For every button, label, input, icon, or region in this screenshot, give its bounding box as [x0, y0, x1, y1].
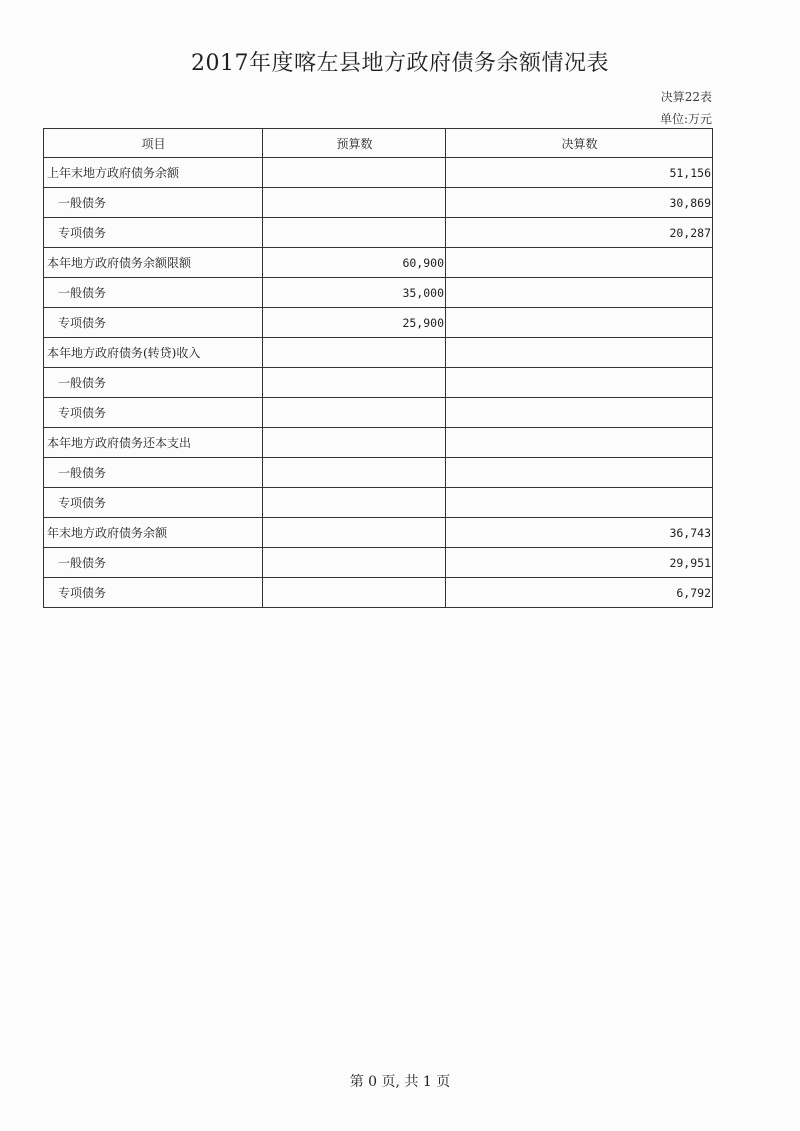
row-label: 本年地方政府债务(转贷)收入	[44, 338, 263, 368]
row-budget	[263, 338, 446, 368]
row-final	[446, 248, 713, 278]
table-row	[44, 428, 713, 458]
row-budget	[263, 428, 446, 458]
row-final	[446, 398, 713, 428]
header-budget: 预算数	[263, 129, 446, 158]
row-label: 一般债务	[44, 278, 263, 308]
row-budget	[263, 368, 446, 398]
row-label: 专项债务	[44, 398, 263, 428]
row-final: 30,869	[446, 188, 713, 218]
row-label: 专项债务	[44, 488, 263, 518]
row-budget	[263, 548, 446, 578]
row-label: 本年地方政府债务余额限额	[44, 248, 263, 278]
row-final	[446, 278, 713, 308]
row-label: 专项债务	[44, 218, 263, 248]
row-label: 上年末地方政府债务余额	[44, 158, 263, 188]
unit-label: 单位:万元	[659, 112, 712, 126]
debt-balance-table	[43, 128, 713, 608]
row-budget: 60,900	[263, 248, 446, 278]
row-budget	[263, 578, 446, 608]
row-budget: 35,000	[263, 278, 446, 308]
document-title: 2017年度喀左县地方政府债务余额情况表	[191, 51, 609, 76]
row-label: 专项债务	[44, 578, 263, 608]
table-row	[44, 398, 713, 428]
row-final: 20,287	[446, 218, 713, 248]
row-label: 一般债务	[44, 368, 263, 398]
table-row	[44, 518, 713, 548]
row-label: 年末地方政府债务余额	[44, 518, 263, 548]
row-final	[446, 458, 713, 488]
table-row	[44, 308, 713, 338]
row-label: 专项债务	[44, 308, 263, 338]
row-label: 一般债务	[44, 458, 263, 488]
row-final: 36,743	[446, 518, 713, 548]
table-row	[44, 218, 713, 248]
row-budget: 25,900	[263, 308, 446, 338]
row-budget	[263, 518, 446, 548]
row-final: 51,156	[446, 158, 713, 188]
row-final	[446, 428, 713, 458]
row-label: 一般债务	[44, 188, 263, 218]
row-final: 6,792	[446, 578, 713, 608]
table-row	[44, 338, 713, 368]
table-row	[44, 488, 713, 518]
table-row	[44, 578, 713, 608]
table-row	[44, 548, 713, 578]
row-budget	[263, 158, 446, 188]
table-header-row	[44, 129, 713, 158]
table-row	[44, 368, 713, 398]
header-final: 决算数	[446, 129, 713, 158]
row-final: 29,951	[446, 548, 713, 578]
header-item: 项目	[44, 129, 263, 158]
table-row	[44, 188, 713, 218]
row-final	[446, 488, 713, 518]
row-budget	[263, 398, 446, 428]
row-budget	[263, 488, 446, 518]
table-row	[44, 158, 713, 188]
table-number: 决算22表	[660, 90, 712, 104]
row-label: 本年地方政府债务还本支出	[44, 428, 263, 458]
page-footer: 第 0 页, 共 1 页	[349, 1074, 451, 1090]
table-row	[44, 458, 713, 488]
table-row	[44, 248, 713, 278]
row-final	[446, 338, 713, 368]
row-budget	[263, 218, 446, 248]
row-final	[446, 368, 713, 398]
row-label: 一般债务	[44, 548, 263, 578]
row-budget	[263, 188, 446, 218]
table-row	[44, 278, 713, 308]
row-final	[446, 308, 713, 338]
row-budget	[263, 458, 446, 488]
